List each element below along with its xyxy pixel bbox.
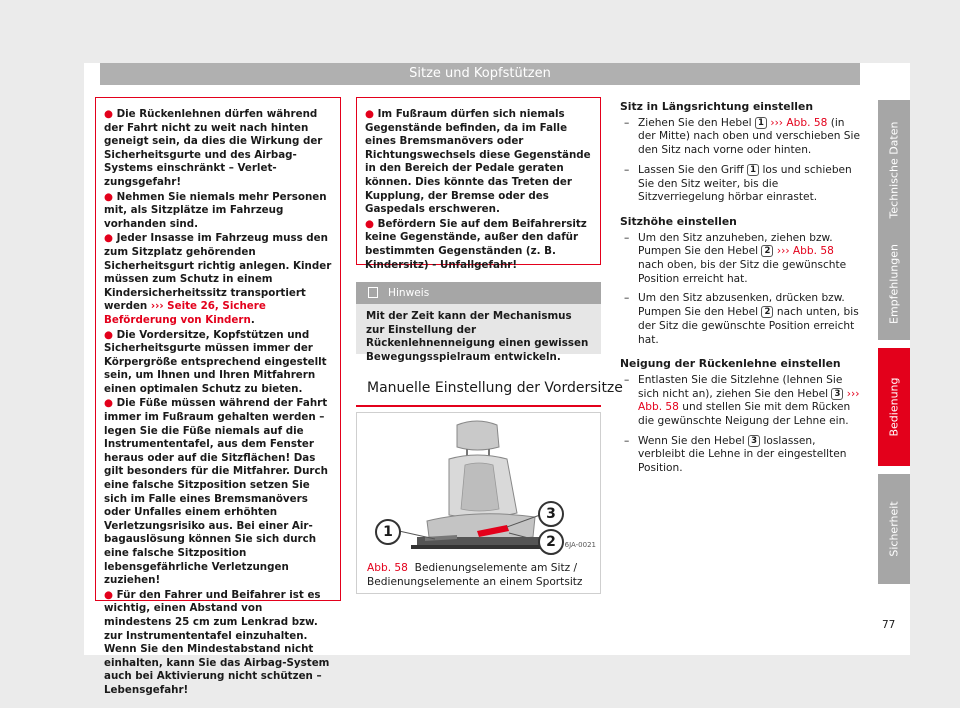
instruction-step: – Wenn Sie den Hebel 3 loslassen, verbleibt die Lehne in der eingestellten Position. — [624, 434, 847, 475]
callout-3: 3 — [538, 501, 564, 527]
warning-box-left — [95, 97, 341, 696]
figure-caption: Abb. 58 Bedienungselemente am Sitz / Bedienungselemente an einem Sportsitz — [367, 562, 583, 588]
warning-item: ● Befördern Sie auf dem Beifahrersitz keine Gegenstände, außer den dafür bestimmten Gegenständen (z. B. Kindersitz) - Unfallgefahr! — [365, 217, 587, 271]
instruction-step: – Lassen Sie den Griff 1 los und schieben Sie den Sitz weiter, bis die Sitzverriegelung hörbar einrastet. — [624, 163, 852, 204]
callout-1: 1 — [375, 519, 401, 545]
figure-code: 6JA-0021 — [564, 541, 596, 549]
warning-item: ● Nehmen Sie niemals mehr Personen mit, als Sitzplätze im Fahrzeug vorhanden sind. — [104, 190, 327, 230]
warning-item: ● Jeder Insasse im Fahrzeug muss den zum Sitzplatz gehörenden Sicherheitsgurt richtig anlegen. Kinder müssen zum Schutz in einem Kindersicherheitssitz transportiert werden ››› Seite 26, Sichere Beförderung von Kindern. — [104, 232, 332, 326]
warning-item: ● Im Fußraum dürfen sich niemals Gegenstände befinden, da im Falle eines Bremsmanövers oder Richtungswechsels diese Gegenstände in den Bereich der Pedale geraten können. Dies könnte das Treten der Kupplung, der Bremse oder des Gaspedals erschweren. — [365, 108, 591, 216]
instructions-column — [620, 100, 860, 486]
figure — [356, 412, 601, 594]
instruction-step: – Entlasten Sie die Sitzlehne (lehnen Sie sich nicht an), ziehen Sie den Hebel 3 ››› Abb. 58 und stellen Sie mit dem Rücken die gewünschte Neigung der Lehne ein. — [624, 373, 860, 428]
warning-item: ● Die Vordersitze, Kopfstützen und Sicherheitsgurte müssen immer der Körpergröße entsprechend eingestellt sein, um Ihnen und Ihren Mitfahrern einen optimalen Schutz zu bieten. — [104, 328, 327, 395]
page-link[interactable]: ››› Seite 26, Sichere Beförderung von Kindern — [104, 300, 266, 326]
figure-link[interactable]: ››› Abb. 58 — [638, 387, 860, 414]
subheading: Sitzhöhe einstellen — [620, 214, 737, 228]
figure-link[interactable]: ››› Abb. 58 — [776, 245, 834, 258]
subheading: Neigung der Rückenlehne einstellen — [620, 357, 841, 371]
section-title: Manuelle Einstellung der Vordersitze — [367, 380, 623, 396]
tab-bedienung[interactable]: Bedienung — [878, 348, 910, 466]
warning-item: ● Die Rückenlehnen dürfen während der Fahrt nicht zu weit nach hinten geneigt sein, da dies die Wirkung der Sicherheitsgurte und des Airbag-Systems einschränkt – Verletzungsgefahr! — [104, 108, 323, 188]
warning-item: ● Für den Fahrer und Beifahrer ist es wichtig, einen Abstand von mindestens 25 cm zum Lenkrad bzw. zur Instrumententafel einzuhalten. Wenn Sie den Mindestabstand nicht einhalten, kann Sie das Airbag-System auch bei Aktivierung nicht schützen – Lebensgefahr! — [104, 588, 330, 696]
instruction-step: – Um den Sitz anzuheben, ziehen bzw. Pumpen Sie den Hebel 2 ››› Abb. 58 nach oben, bis der Sitz die gewünschte Position erreicht hat. — [624, 231, 847, 285]
instruction-step: – Ziehen Sie den Hebel 1 ››› Abb. 58 (in der Mitte) nach oben und verschieben Sie den Sitz nach vorne oder hinten. — [624, 116, 860, 157]
page-number: 77 — [882, 619, 896, 631]
instruction-step: – Um den Sitz abzusenken, drücken bzw. Pumpen Sie den Hebel 2 nach unten, bis der Sitz die gewünschte Position erreicht hat. — [624, 292, 859, 346]
note-text: Mit der Zeit kann der Mechanismus zur Einstellung der Rückenlehnenneigung einen gewissen Bewegungsspielraum entwickeln. — [356, 304, 601, 354]
page-header: Sitze und Kopfstützen — [100, 63, 860, 85]
tab-sicherheit[interactable]: Sicherheit — [878, 474, 910, 584]
note-header: Hinweis — [356, 282, 601, 304]
section-divider — [356, 405, 601, 407]
subheading: Sitz in Längsrichtung einstellen — [620, 100, 813, 113]
tab-empfehlungen[interactable]: Empfehlungen — [878, 228, 910, 340]
note-box — [356, 282, 601, 363]
figure-link[interactable]: ››› Abb. 58 — [770, 116, 828, 129]
warning-item: ● Die Füße müssen während der Fahrt immer im Fußraum gehalten werden – legen Sie die Füße niemals auf die Instrumententafel, aus dem Fenster heraus oder auf die Sitzflächen! Das gilt besonders für die Mitfahrer. Durch eine falsche Sitzposition setzen Sie sich im Falle eines Bremsmanövers oder Unfalles einem erhöhten Verletzungsrisiko aus. Bei einer Airbagauslösung können Sie sich durch eine falsche Sitzposition lebensgefährliche Verletzungen zuziehen! — [104, 397, 328, 587]
warning-box-mid — [356, 97, 601, 271]
note-icon — [368, 287, 378, 298]
tab-technische-daten[interactable]: Technische Daten — [878, 100, 910, 240]
callout-2: 2 — [538, 529, 564, 555]
